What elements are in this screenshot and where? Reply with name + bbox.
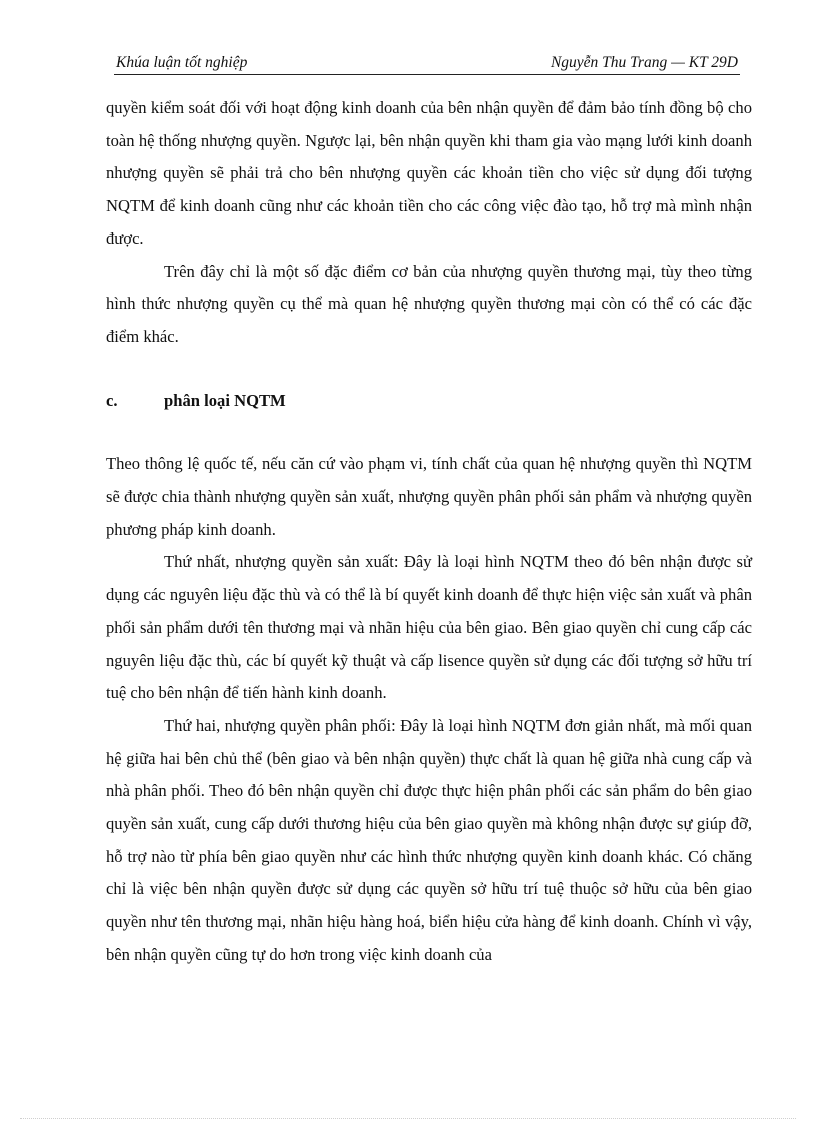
paragraph-4: Thứ nhất, nhượng quyền sản xuất: Đây là loại hình NQTM theo đó bên nhận được sử dụng các nguyên liệu đặc thù và có thể là bí quyết kinh doanh để thực hiện việc sản xuất và phân phối sản phẩm dưới tên thương mại và nhãn hiệu của bên giao. Bên giao quyền chỉ cung cấp các nguyên liệu đặc thù, các bí quyết kỹ thuật và cấp lisence quyền sử dụng các đối tượng sở hữu trí tuệ cho bên nhận để tiến hành kinh doanh. <box>106 552 752 703</box>
section-title: phân loại NQTM <box>164 390 286 410</box>
paragraph-1: quyền kiểm soát đối với hoạt động kinh doanh của bên nhận quyền để đảm bảo tính đồng bộ cho toàn hệ thống nhượng quyền. Ngược lại, bên nhận quyền khi tham gia vào mạng lưới kinh doanh nhượng quyền sẽ phải trả cho bên nhượng quyền các khoản tiền cho việc sử dụng đối tượng NQTM để kinh doanh cũng như các khoản tiền cho các công việc đào tạo, hỗ trợ mà mình nhận được. <box>106 98 752 248</box>
paragraph-2: Trên đây chỉ là một số đặc điểm cơ bản của nhượng quyền thương mại, tùy theo từng hình thức nhượng quyền cụ thể mà quan hệ nhượng quyền thương mại còn có thể có các đặc điểm khác. <box>106 261 752 346</box>
paragraph-5: Thứ hai, nhượng quyền phân phối: Đây là loại hình NQTM đơn giản nhất, mà mối quan hệ giữa hai bên chủ thể (bên giao và bên nhận quyền) thực chất là quan hệ giữa nhà cung cấp và nhà phân phối. Theo đó bên nhận quyền chỉ được thực hiện phân phối các sản phẩm do bên giao quyền sản xuất, cung cấp dưới thương hiệu của bên giao quyền mà không nhận được sự giúp đỡ, hỗ trợ nào từ phía bên giao quyền như các hình thức nhượng quyền kinh doanh khác. Có chăng chỉ là việc bên nhận quyền được sử dụng các quyền sở hữu trí tuệ thuộc sở hữu của bên giao quyền như tên thương mại, nhãn hiệu hàng hoá, biển hiệu cửa hàng để kinh doanh. Chính vì vậy, bên nhận quyền cũng tự do hơn trong việc kinh doanh của <box>106 715 752 964</box>
page-body <box>106 92 752 972</box>
page-header <box>114 52 740 75</box>
header-thesis-title: Khúa luận tốt nghiệp <box>116 54 248 71</box>
section-letter: c. <box>106 390 118 410</box>
paragraph-3: Theo thông lệ quốc tế, nếu căn cứ vào phạm vi, tính chất của quan hệ nhượng quyền thì NQTM sẽ được chia thành nhượng quyền sản xuất, nhượng quyền phân phối sản phẩm và nhượng quyền phương pháp kinh doanh. <box>106 454 752 539</box>
section-heading <box>106 385 752 418</box>
page-bottom-divider <box>20 1118 796 1119</box>
header-author: Nguyễn Thu Trang — KT 29D <box>550 54 738 71</box>
